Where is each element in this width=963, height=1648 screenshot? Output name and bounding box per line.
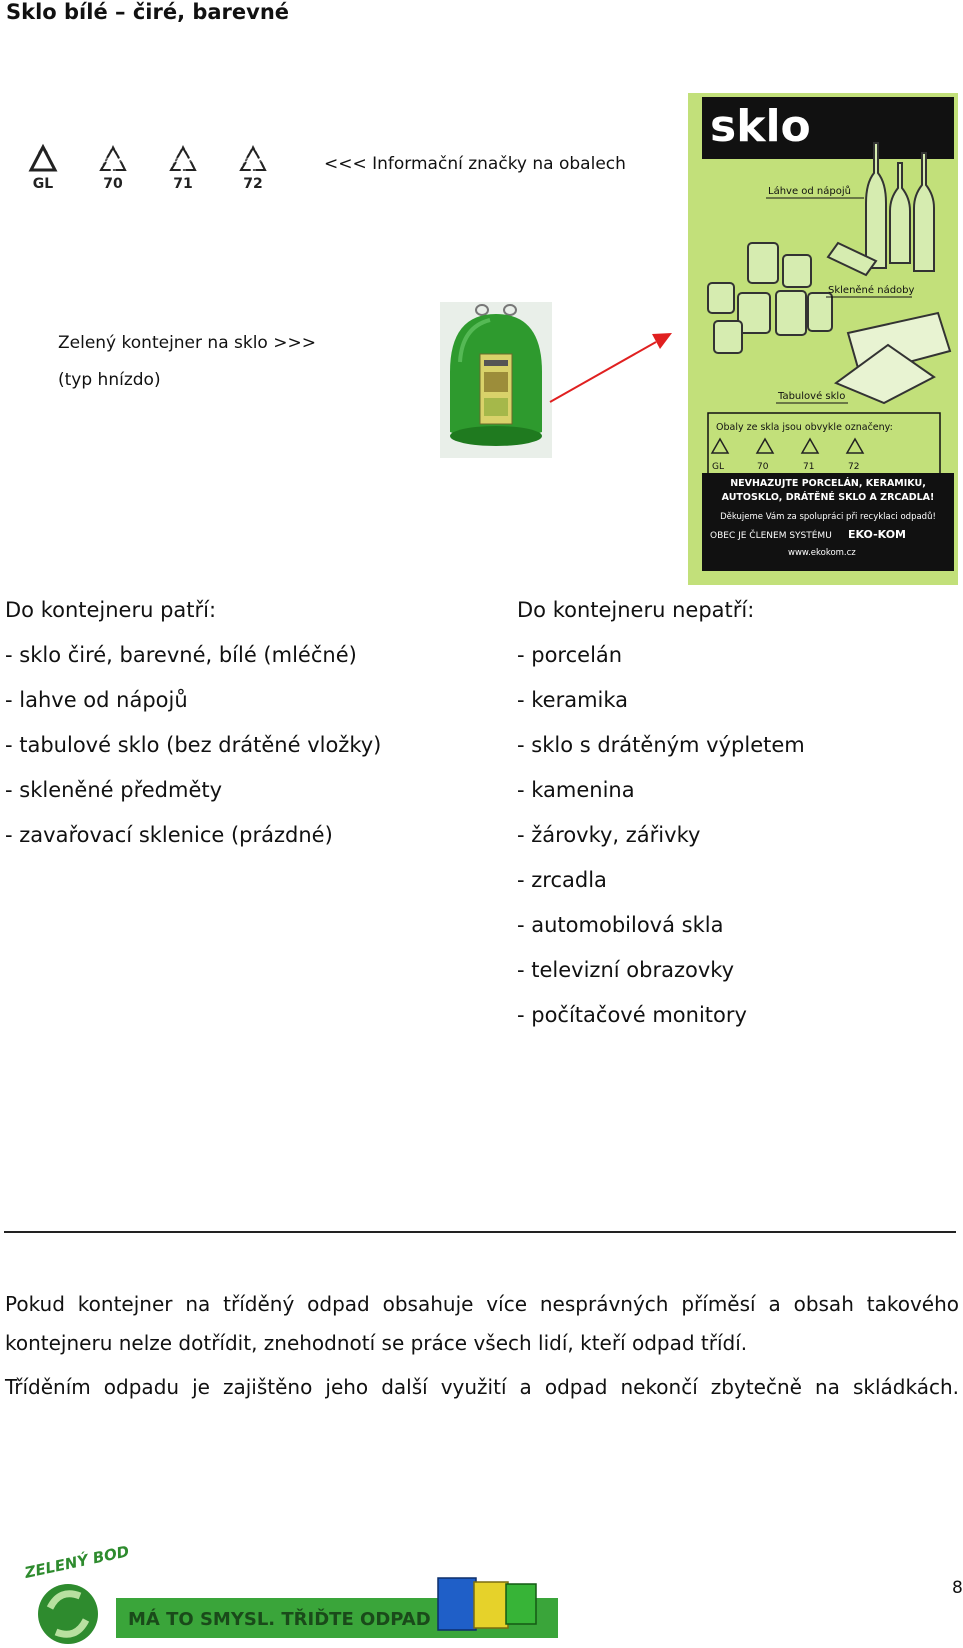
poster-warning-line2: AUTOSKLO, DRÁTĚNÉ SKLO A ZRCADLA! — [721, 492, 935, 503]
recycle-icon — [96, 144, 130, 176]
list-item: - žárovky, zářivky — [517, 823, 701, 847]
banner-slogan: MÁ TO SMYSL. TŘIĎTE ODPAD — [128, 1609, 431, 1630]
poster-bottles-label: Láhve od nápojů — [768, 186, 851, 197]
recycling-code: GL — [32, 176, 54, 192]
green-dot-banner — [20, 1542, 558, 1644]
paragraph-line: kontejneru nelze dotřídit, znehodnotí se práce všech lidí, kteří odpad třídí. — [5, 1331, 748, 1355]
paragraph: Tříděním odpadu je zajištěno jeho další využití a odpad nekončí zbytečně na skládkách. — [5, 1375, 959, 1399]
divider — [4, 1231, 956, 1233]
poster-jars-label: Skleněné nádoby — [828, 285, 915, 296]
poster-code: 71 — [803, 462, 815, 472]
poster-code: 72 — [848, 462, 860, 472]
recycle-icon — [26, 144, 60, 176]
list-item: - lahve od nápojů — [5, 688, 188, 712]
paragraph-line: Pokud kontejner na tříděný odpad obsahuje více nesprávných příměsí a obsah takového — [5, 1292, 959, 1316]
poster-sheet-label: Tabulové sklo — [778, 391, 846, 402]
recycling-code: 70 — [103, 176, 123, 192]
list-item: - počítačové monitory — [517, 1003, 747, 1027]
allowed-list — [5, 588, 381, 858]
list-item: - tabulové sklo (bez drátěné vložky) — [5, 733, 382, 757]
poster-system: OBEC JE ČLENEM SYSTÉMU — [710, 531, 832, 541]
list-item: - automobilová skla — [517, 913, 724, 937]
recycling-code: 71 — [173, 176, 193, 192]
list-item: - porcelán — [517, 643, 623, 667]
container-type: (typ hnízdo) — [58, 370, 161, 390]
list-item: - televizní obrazovky — [517, 958, 735, 982]
recycling-mark-gl — [20, 144, 66, 191]
list-item: - zrcadla — [517, 868, 607, 892]
poster-warning-line1: NEVHAZUJTE PORCELÁN, KERAMIKU, — [730, 478, 926, 489]
poster-brand: EKO-KOM — [848, 528, 906, 541]
poster-code: GL — [712, 462, 724, 472]
poster-thanks: Děkujeme Vám za spolupráci při recyklaci odpadů! — [720, 512, 936, 522]
recycling-code: 72 — [243, 176, 263, 192]
recycling-marks — [20, 144, 276, 191]
green-container-image — [440, 302, 552, 458]
recycle-icon — [236, 144, 270, 176]
list-item: - kamenina — [517, 778, 635, 802]
poster-heading: sklo — [710, 101, 811, 152]
banner-logo-text: ZELENÝ BOD — [23, 1542, 131, 1582]
recycling-mark-72 — [230, 144, 276, 191]
info-marks-note: <<< Informační značky na obalech — [324, 154, 626, 174]
poster-marks-note: Obaly ze skla jsou obvykle označeny: — [716, 422, 893, 433]
forbidden-heading: Do kontejneru nepatří: — [517, 598, 755, 622]
glass-poster — [688, 93, 958, 585]
allowed-heading: Do kontejneru patří: — [5, 598, 217, 622]
list-item: - keramika — [517, 688, 629, 712]
pointer-arrow — [548, 330, 674, 406]
page-number: 8 — [952, 1578, 963, 1598]
page-title: Sklo bílé – čiré, barevné — [6, 0, 290, 24]
poster-url: www.ekokom.cz — [788, 548, 856, 558]
list-item: - skleněné předměty — [5, 778, 223, 802]
container-label: Zelený kontejner na sklo >>> — [58, 333, 316, 353]
list-item: - zavařovací sklenice (prázdné) — [5, 823, 333, 847]
recycling-mark-71 — [160, 144, 206, 191]
recycle-icon — [166, 144, 200, 176]
forbidden-list — [517, 588, 805, 1038]
poster-code: 70 — [757, 462, 769, 472]
recycling-mark-70 — [90, 144, 136, 191]
list-item: - sklo čiré, barevné, bílé (mléčné) — [5, 643, 357, 667]
list-item: - sklo s drátěným výpletem — [517, 733, 805, 757]
